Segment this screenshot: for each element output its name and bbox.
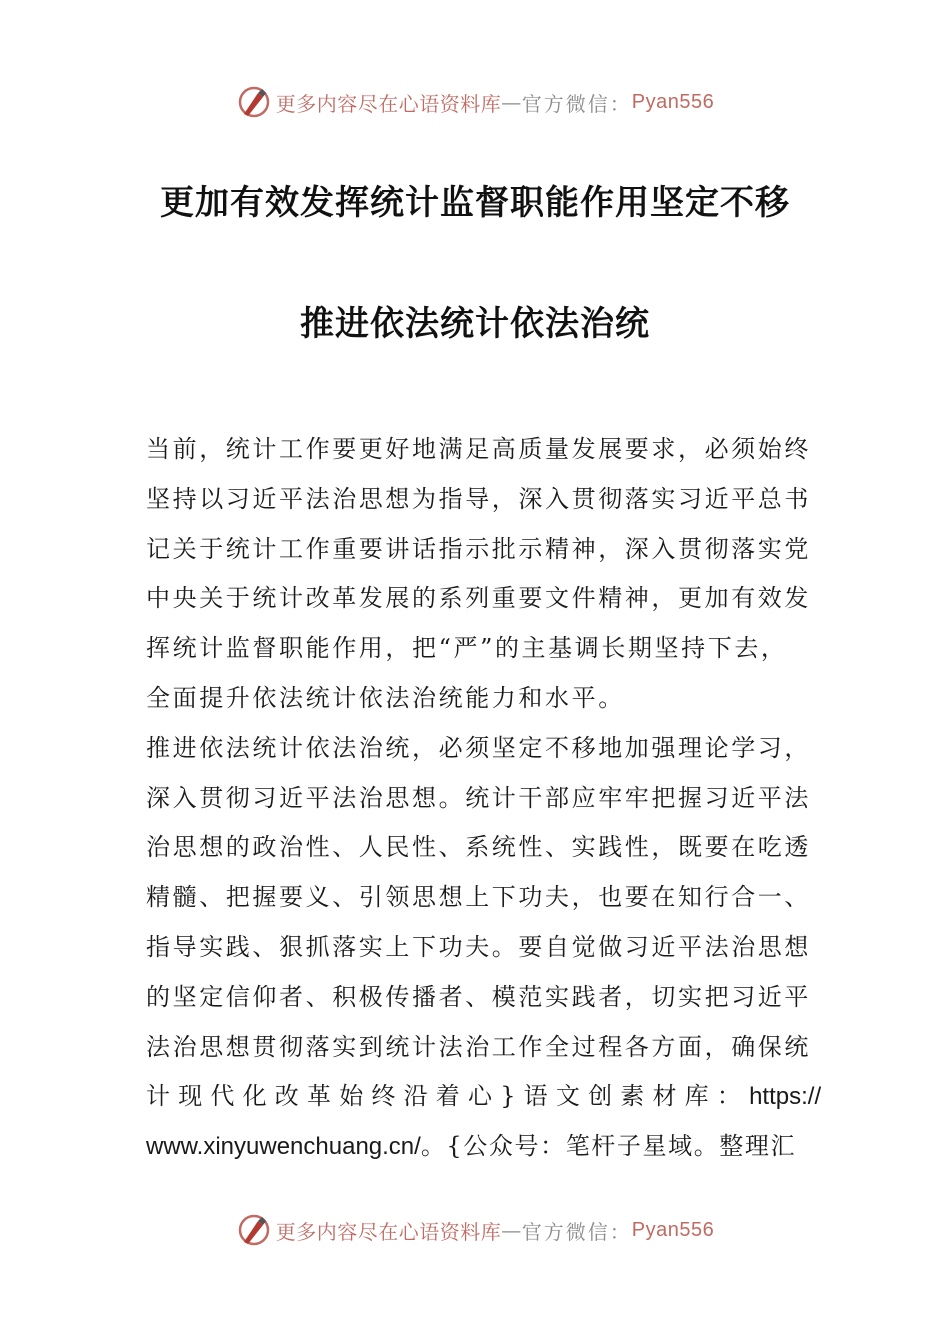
document-body — [146, 427, 822, 1174]
body-line: 的坚定信仰者、积极传播者、模范实践者，切实把习近平 — [146, 982, 811, 1011]
page-title-line-1: 更加有效发挥统计监督职能作用坚定不移 — [160, 183, 790, 223]
pen-logo-icon — [236, 1212, 272, 1248]
body-line: 全面提升依法统计依法治统能力和水平。 — [146, 683, 625, 712]
banner-text: 更多内容尽在心语资料库 — [275, 91, 502, 116]
body-line: 治思想的政治性、人民性、系统性、实践性，既要在吃透 — [146, 833, 811, 862]
body-line-with-url — [146, 1124, 806, 1174]
pen-logo-icon — [236, 84, 272, 120]
page-title-line-2: 推进依法统计依法治统 — [300, 304, 650, 344]
footer-banner — [0, 1210, 950, 1250]
body-line: 挥统计监督职能作用，把“严”的主基调长期坚持下去， — [146, 634, 788, 663]
banner-wechat-label: 官方微信： — [521, 1219, 632, 1244]
banner-text: 更多内容尽在心语资料库 — [275, 1219, 502, 1244]
body-line-with-url — [146, 1074, 822, 1124]
body-line: 推进依法统计依法治统，必须坚定不移地加强理论学习， — [146, 733, 811, 762]
body-line: 指导实践、狠抓落实上下功夫。要自觉做习近平法治思想 — [146, 932, 811, 961]
banner-separator: — — [501, 1218, 522, 1242]
banner-separator: — — [501, 90, 522, 114]
url-link: www.xinyuwenchuang.cn/ — [146, 1133, 421, 1161]
header-banner — [0, 82, 950, 122]
body-line: 精髓、把握要义、引领思想上下功夫，也要在知行合一、 — [146, 883, 811, 912]
body-line: 坚持以习近平法治思想为指导，深入贯彻落实习近平总书 — [146, 484, 811, 513]
body-line: 记关于统计工作重要讲话指示批示精神，深入贯彻落实党 — [146, 534, 811, 563]
body-line-text: 计现代化改革始终沿着心}语文创素材库： — [146, 1082, 750, 1111]
body-line: 深入贯彻习近平法治思想。统计干部应牢牢把握习近平法 — [146, 783, 811, 812]
body-line: 中央关于统计改革发展的系列重要文件精神，更加有效发 — [146, 584, 811, 613]
body-line-text: 。{公众号：笔杆子星域。整理汇 — [420, 1132, 797, 1161]
banner-wechat-id: Pyan556 — [631, 1218, 715, 1241]
url-fragment: https:// — [749, 1083, 822, 1111]
banner-wechat-id: Pyan556 — [631, 90, 715, 113]
body-line: 法治思想贯彻落实到统计法治工作全过程各方面，确保统 — [146, 1032, 811, 1061]
body-line: 当前，统计工作要更好地满足高质量发展要求，必须始终 — [146, 435, 811, 463]
banner-wechat-label: 官方微信： — [521, 91, 632, 116]
